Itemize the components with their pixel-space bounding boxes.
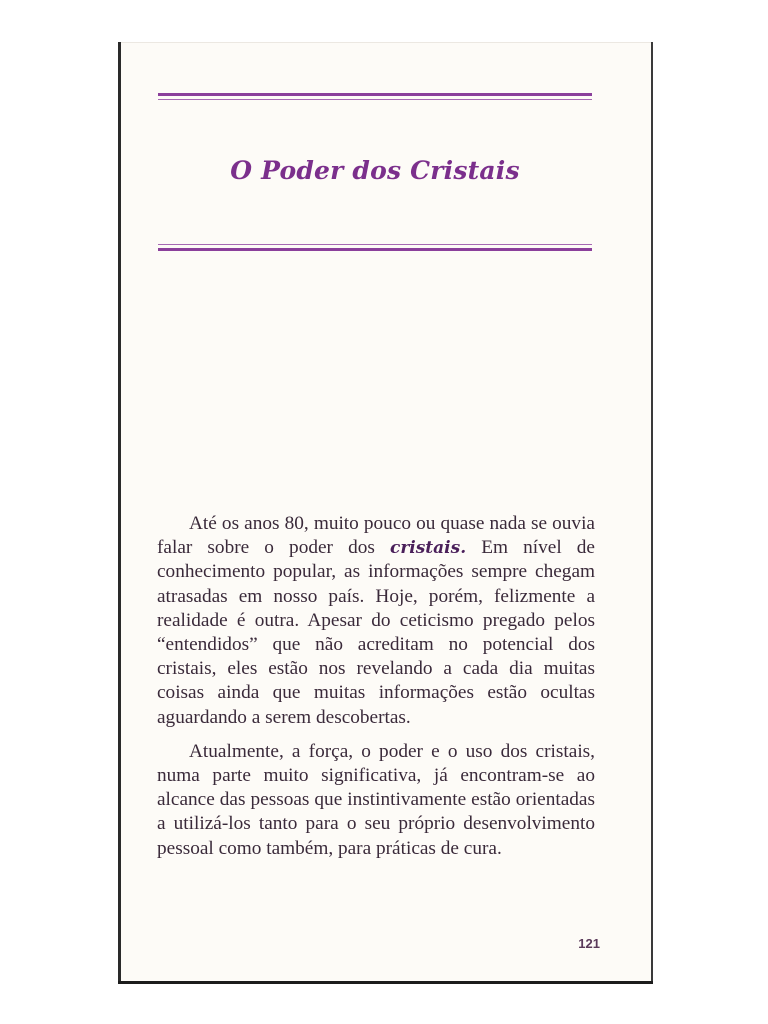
paragraph-2: Atualmente, a força, o poder e o uso dos cristais, numa parte muito significativa, já encontram-se ao alcance das pessoas que instintivamente estão orientadas a utilizá-los tanto para o seu próprio desenvolvimento pessoal como também, para práticas de cura. — [157, 740, 595, 859]
chapter-title: O Poder dos Cristais — [230, 156, 520, 185]
paragraph-1-text-end: Em nível de conhecimento popular, as informações sempre chegam atrasadas em nosso país. Hoje, porém, felizmente a realidade é outra. Apesar do ceticismo pregado pelos “entendidos” que não acreditam no potencial dos cristais, eles estão nos revelando a cada dia muitas coisas ainda que muitas informações estão ocultas aguardando a serem descobertas. — [157, 537, 595, 728]
bottom-rule-thin-line — [158, 244, 592, 245]
bottom-double-rule — [158, 244, 592, 251]
body-text — [157, 512, 595, 871]
page-right-edge — [651, 42, 653, 984]
page-number: 121 — [578, 936, 600, 951]
top-rule-thick-line — [158, 93, 592, 96]
emphasized-word: cristais. — [389, 538, 467, 559]
bottom-rule-thick-line — [158, 248, 592, 251]
paragraph-1-text-start: Até os anos 80, muito pouco ou quase nada se ouvia falar sobre o poder dos — [157, 513, 595, 559]
top-double-rule — [158, 93, 592, 100]
paragraph-1 — [157, 512, 595, 730]
top-rule-thin-line — [158, 99, 592, 100]
